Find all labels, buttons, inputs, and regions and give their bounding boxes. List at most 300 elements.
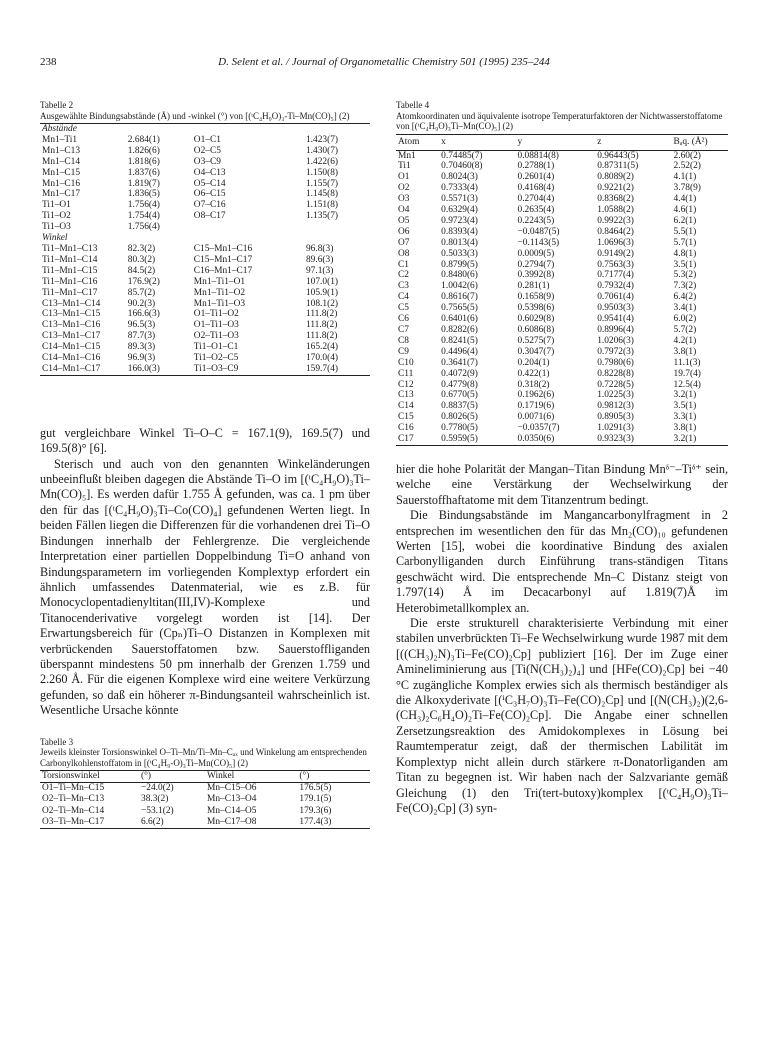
- table2-section-distances: [40, 124, 370, 135]
- table-row: [396, 183, 728, 194]
- table-cell: 0.74485(7): [441, 150, 483, 161]
- table-cell: 0.7333(4): [441, 183, 478, 194]
- table-row: [40, 288, 370, 299]
- table-cell: O7–C16: [193, 200, 226, 211]
- table-cell: 0.8996(4): [597, 325, 634, 335]
- table-cell: 6.2(1): [673, 215, 697, 226]
- table-cell: 0.9812(3): [597, 401, 634, 412]
- table-row: [396, 303, 728, 314]
- column-header: (°): [141, 771, 151, 782]
- table-cell: 0.9221(2): [597, 183, 634, 194]
- column-header: y: [517, 137, 523, 147]
- column-header: Atom: [398, 137, 420, 147]
- table-cell: Mn–C15–O6: [207, 783, 257, 794]
- running-title: D. Selent et al. / Journal of Organometallic Chemistry 501 (1995) 235–244: [218, 56, 550, 68]
- table-row: [40, 146, 370, 157]
- column-header: Torsionswinkel: [42, 771, 100, 782]
- table-cell: C15: [398, 412, 414, 423]
- table-row: [40, 299, 370, 310]
- table2-label: Tabelle 2: [40, 100, 74, 110]
- column-header: z: [597, 137, 602, 147]
- table2-section-angles: [40, 233, 370, 244]
- right-paragraph-2: Die Bindungsabstände im Mangancarbonylfragment in 2 entsprechen im wesentlichen den für das Mn₂(CO)₁₀ gefundenen Werten [15], wobei die koordinative Bindung des axialen Carbonylliganden durch Einführung trans-ständigen Titans geschwächt wird. Die entsprechende Mn–C Distanz steigt von 1.797(14) Å im Decacarbonyl auf 1.819(7)Å im Heterobimetallkomplex an.: [396, 508, 728, 615]
- table-cell: 0.8837(5): [441, 401, 478, 412]
- table-row: [40, 364, 370, 375]
- table-cell: −0.1143(5): [517, 237, 560, 248]
- table-row: [396, 281, 728, 292]
- table-cell: 0.0009(5): [517, 248, 555, 259]
- table-cell: 96.9(3): [127, 353, 156, 364]
- table-cell: 176.5(5): [299, 783, 332, 794]
- table-cell: Mn–C17–O8: [207, 816, 257, 827]
- table-row: [396, 390, 728, 401]
- table-cell: 0.9503(3): [597, 303, 634, 314]
- table-row: [40, 342, 370, 353]
- table-cell: Mn1–C13: [42, 145, 81, 156]
- table-cell: 85.7(2): [127, 287, 156, 298]
- table-cell: C14–Mn1–C15: [42, 342, 101, 353]
- table-cell: −0.0487(5): [517, 226, 560, 237]
- table-cell: C3: [398, 281, 409, 292]
- table-cell: 82.3(2): [127, 243, 156, 254]
- table-cell: 4.4(1): [673, 194, 697, 205]
- table-cell: C15–Mn1–C16: [193, 243, 253, 254]
- table-cell: 0.7563(3): [597, 259, 634, 270]
- table-cell: O6: [398, 226, 410, 237]
- page-number: 238: [40, 56, 57, 68]
- table-row: [40, 783, 370, 795]
- table-cell: 179.3(6): [299, 805, 332, 816]
- left-column: [40, 100, 370, 829]
- table-cell: −53.1(2): [141, 805, 174, 816]
- table-cell: C7: [398, 325, 409, 335]
- table-cell: 7.3(2): [673, 281, 697, 292]
- table-cell: 0.7780(5): [441, 423, 478, 434]
- table-cell: 0.8905(3): [597, 412, 634, 423]
- table-cell: C17: [398, 434, 414, 445]
- table-cell: 0.5959(5): [441, 434, 478, 445]
- table-cell: O2–Ti–Mn–C14: [42, 805, 105, 816]
- table-cell: 38.3(2): [141, 794, 169, 805]
- table-row: [396, 412, 728, 423]
- table-cell: 0.3641(7): [441, 357, 478, 368]
- table-cell: 0.9149(2): [597, 248, 634, 259]
- table-cell: 0.7932(4): [597, 281, 634, 292]
- table-cell: 0.8089(2): [597, 172, 634, 183]
- table-cell: 89.6(3): [305, 254, 334, 265]
- table-cell: 3.2(1): [673, 390, 697, 401]
- table-cell: O7: [398, 237, 410, 248]
- table-cell: 5.7(1): [673, 237, 697, 248]
- left-paragraph-2: Sterisch und auch von den genannten Winkeländerungen unbeeinflußt bleiben dagegen die Abstände Ti–O im [(ᵗC₄H₉O)₃Ti–Mn(CO)₅]. Es werden dafür 1.755 Å gefunden, was ca. 1 pm über den für das [(ᵗC₄H₉O)₃Ti–Co(CO)₄] gefundenen Werten liegt. In beiden Fällen liegen die Differenzen für die vorhandenen drei Ti–O Bindungen innerhalb der Fehlergrenze. Die vergleichende Interpretation einer partiellen Doppelbindung Ti=O anhand von Bindungsparametern im vorliegenden Komplextyp erfordert ein ähnlich umfassendes Datenmaterial, wie es z.B. für Monocyclopentadienyltitan(III,IV)-Komplexe und Titanocenderivative vorgelegt worden ist [14]. Der Erwartungsbereich für (Cpₙ)Ti–O Distanzen in Komplexen mit verbrückenden Sauerstoffatomen bzw. Sauerstoffliganden überspannt mindestens 50 pm innerhalb der Grenzen 1.759 und 2.260 Å. Für die eigenen Komplexe wird eine weitere Verkürzung gefunden, so daß ein höherer π-Bindungsanteil wahrscheinlich ist. Wesentliche Ursache könnte: [40, 456, 370, 718]
- column-header: Winkel: [207, 771, 235, 782]
- table-cell: 0.3047(7): [517, 346, 555, 357]
- table2-caption-text: Ausgewählte Bindungsabstände (Å) und -winkel (°) von [(ᵗC₄H₉O)₃-Ti–Mn(CO)₅] (2): [40, 110, 350, 121]
- table-row: [40, 353, 370, 364]
- table-cell: 97.1(3): [305, 265, 334, 276]
- right-column: [396, 100, 728, 816]
- table-cell: 96.8(3): [305, 243, 334, 254]
- table-cell: 1.422(6): [305, 156, 339, 167]
- table-cell: O1–Ti1–O2: [193, 309, 239, 320]
- table4-caption-text: Atomkoordinaten und äquivalente isotrope Temperaturfaktoren der Nichtwasserstoffatome von [(ᵗC₄H₉O)₃Ti–Mn(CO)₅] (2): [396, 110, 723, 131]
- table-cell: 179.1(5): [299, 794, 332, 805]
- table-cell: C11: [398, 368, 414, 379]
- table-cell: 107.0(1): [305, 276, 339, 287]
- table4: [396, 134, 728, 446]
- table-cell: O5: [398, 215, 410, 226]
- table-cell: 90.2(3): [127, 298, 156, 309]
- table-row: [40, 331, 370, 342]
- right-paragraph-1: hier die hohe Polarität der Mangan–Titan Bindung Mnᵟ⁻–Tiᵟ⁺ sein, welche eine Verstärkung der Wechselwirkung der Sauerstoffhaftatome mit dem Titanzentrum bedingt.: [396, 461, 728, 507]
- table-cell: 0.2704(4): [517, 194, 555, 205]
- table-cell: 19.7(4): [673, 368, 701, 379]
- table-cell: 0.2794(7): [517, 259, 555, 270]
- table-cell: 0.8464(2): [597, 226, 634, 237]
- table-cell: 80.3(2): [127, 254, 156, 265]
- table-cell: 0.8393(4): [441, 226, 478, 237]
- table-cell: 0.7565(5): [441, 303, 478, 314]
- table-row: [396, 292, 728, 303]
- table-cell: 0.2635(4): [517, 205, 555, 216]
- table-cell: 4.6(1): [673, 205, 697, 216]
- table-row: [40, 179, 370, 190]
- table-cell: Mn1: [398, 150, 416, 161]
- table-cell: 0.96443(5): [597, 150, 639, 161]
- table-cell: 0.318(2): [517, 379, 550, 390]
- right-body-text: [396, 462, 728, 816]
- table-cell: Ti1–Mn1–C13: [42, 243, 98, 254]
- table-cell: 6.6(2): [141, 816, 164, 827]
- table-row: [396, 150, 728, 161]
- table-cell: 2.60(2): [673, 150, 701, 161]
- table-cell: 0.87311(5): [597, 161, 639, 172]
- table-cell: 0.4168(4): [517, 183, 555, 194]
- table-cell: 0.8024(3): [441, 172, 478, 183]
- table-row: [396, 380, 728, 391]
- table-cell: 176.9(2): [127, 276, 160, 287]
- table-cell: 0.4779(8): [441, 379, 478, 390]
- table-cell: 3.2(1): [673, 434, 697, 445]
- table-cell: 1.150(8): [305, 167, 339, 178]
- table-row: [396, 401, 728, 412]
- table-cell: Mn–C13–O4: [207, 794, 257, 805]
- table-cell: 0.8616(7): [441, 292, 478, 303]
- table-cell: O2: [398, 183, 410, 194]
- table-cell: 5.5(1): [673, 226, 697, 237]
- table-cell: 0.2601(4): [517, 172, 555, 183]
- left-paragraph-1: gut vergleichbare Winkel Ti–O–C = 167.1(9), 169.5(7) und 169.5(8)° [6].: [40, 425, 370, 456]
- table-row: [396, 227, 728, 238]
- table-cell: 3.8(1): [673, 346, 697, 357]
- table-cell: Ti1: [398, 161, 411, 172]
- table-row: [40, 157, 370, 168]
- table-cell: O1–Ti–Mn–C15: [42, 783, 105, 794]
- table-cell: Ti1–O3: [42, 222, 71, 233]
- table-cell: 0.8799(5): [441, 259, 478, 270]
- table-cell: 0.8013(4): [441, 237, 478, 248]
- table-cell: C10: [398, 357, 414, 368]
- table-cell: Mn–C14–O5: [207, 805, 257, 816]
- table-cell: C13–Mn1–C17: [42, 331, 101, 342]
- table-row: [396, 270, 728, 281]
- table-cell: 0.4072(9): [441, 368, 478, 379]
- table-row: [40, 168, 370, 179]
- table-cell: O1–Ti1–O3: [193, 320, 239, 331]
- table-cell: O6–C15: [193, 189, 226, 200]
- table-cell: 3.5(1): [673, 259, 697, 270]
- table-cell: 0.7177(4): [597, 270, 634, 281]
- table-cell: 0.8228(8): [597, 368, 634, 379]
- table-cell: 1.818(6): [127, 156, 160, 167]
- table-row: [396, 434, 728, 445]
- table-cell: Ti1–O3–C9: [193, 363, 239, 374]
- table-cell: 1.754(4): [127, 211, 160, 222]
- table-cell: 170.0(4): [305, 353, 339, 364]
- table-cell: 0.9323(3): [597, 434, 634, 445]
- table-cell: 159.7(4): [305, 363, 339, 374]
- table-cell: 1.430(7): [305, 145, 339, 156]
- table-cell: Ti1–O2–C5: [193, 353, 239, 364]
- table-cell: 0.2243(5): [517, 215, 555, 226]
- table-cell: 0.7228(5): [597, 379, 634, 390]
- table-cell: 0.0071(6): [517, 412, 555, 423]
- table-cell: O2–C5: [193, 145, 221, 156]
- table-cell: [304, 222, 370, 233]
- table-cell: 0.6770(5): [441, 390, 478, 401]
- table-cell: 6.0(2): [673, 314, 697, 325]
- table-cell: C9: [398, 346, 409, 357]
- table-cell: 1.837(6): [127, 167, 160, 178]
- table-cell: 0.70460(8): [441, 161, 483, 172]
- table-cell: O1: [398, 172, 410, 183]
- table-cell: 165.2(4): [305, 342, 339, 353]
- table-cell: C14: [398, 401, 414, 412]
- table-row: [396, 194, 728, 205]
- table-cell: 111.8(2): [305, 331, 338, 342]
- table-cell: Ti1–Mn1–C15: [42, 265, 98, 276]
- table-row: [40, 135, 370, 146]
- table-cell: 3.78(9): [673, 183, 701, 194]
- table-cell: 1.151(8): [305, 200, 339, 211]
- table-row: [396, 205, 728, 216]
- table-cell: O1–C1: [193, 134, 221, 145]
- table-cell: C13: [398, 390, 414, 401]
- table-cell: O5–C14: [193, 178, 226, 189]
- table-row: [40, 794, 370, 805]
- column-header: x: [441, 137, 446, 147]
- table-cell: 177.4(3): [299, 816, 332, 827]
- table-row: [40, 244, 370, 255]
- table3-caption: [40, 737, 370, 769]
- table-row: [40, 255, 370, 266]
- table-cell: 1.155(7): [305, 178, 339, 189]
- table-cell: 0.7980(6): [597, 357, 634, 368]
- table-cell: 0.0350(6): [517, 434, 555, 445]
- left-body-text: [40, 426, 370, 719]
- table-cell: 1.0206(3): [597, 335, 634, 346]
- table-cell: O4–C13: [193, 167, 226, 178]
- table-cell: 0.8480(6): [441, 270, 478, 281]
- table-cell: 0.08814(8): [517, 150, 559, 161]
- table-cell: 2.52(2): [673, 161, 701, 172]
- table-cell: O8: [398, 248, 410, 259]
- table-cell: C13–Mn1–C16: [42, 320, 101, 331]
- table-cell: 0.6329(4): [441, 205, 478, 216]
- table3-label: Tabelle 3: [40, 736, 74, 747]
- running-header: [40, 56, 728, 72]
- column-header: (°): [299, 771, 310, 782]
- table-cell: 2.684(1): [127, 134, 160, 145]
- table-cell: 0.2788(1): [517, 161, 555, 172]
- table-cell: 166.6(3): [127, 309, 160, 320]
- table-cell: 11.1(3): [673, 357, 701, 368]
- table-cell: 0.1658(9): [517, 292, 555, 303]
- table2-caption: [40, 100, 370, 121]
- table-cell: C4: [398, 292, 409, 303]
- table-row: [396, 347, 728, 358]
- table-cell: C5: [398, 303, 409, 314]
- table-cell: 0.422(1): [517, 368, 550, 379]
- table-cell: Mn1–Ti1–O3: [193, 298, 246, 309]
- table-cell: 105.9(1): [305, 287, 339, 298]
- table-cell: 3.4(1): [673, 303, 697, 314]
- table-row: [396, 172, 728, 183]
- table2: [40, 123, 370, 376]
- table-cell: Ti1–Mn1–C17: [42, 287, 98, 298]
- table-cell: O2–Ti–Mn–C13: [42, 794, 105, 805]
- table-row: [396, 369, 728, 380]
- table-cell: −24.0(2): [141, 783, 174, 794]
- table-cell: Ti1–O1–C1: [193, 342, 239, 353]
- table-cell: 0.4496(4): [441, 346, 478, 357]
- table-row: [40, 806, 370, 817]
- table-row: [40, 211, 370, 222]
- table-cell: 6.4(2): [673, 292, 697, 303]
- table-cell: 0.1719(6): [517, 401, 555, 412]
- table-row: [396, 260, 728, 271]
- table-cell: 1.135(7): [305, 211, 339, 222]
- table-cell: 1.819(7): [127, 178, 160, 189]
- table-cell: 0.9922(3): [597, 215, 634, 226]
- table-cell: 0.7972(3): [597, 346, 634, 357]
- table-cell: 1.826(6): [127, 145, 160, 156]
- table-cell: C14–Mn1–C17: [42, 363, 101, 374]
- table-row: [396, 325, 728, 336]
- table-cell: 1.0696(3): [597, 237, 634, 248]
- table-row: [396, 249, 728, 260]
- table3: [40, 770, 370, 829]
- table-cell: 0.5033(3): [441, 248, 478, 259]
- table-cell: 96.5(3): [127, 320, 156, 331]
- table-row: [40, 320, 370, 331]
- table-cell: 1.0042(6): [441, 281, 478, 292]
- table-cell: 0.281(1): [517, 281, 550, 292]
- table-cell: C13–Mn1–C15: [42, 309, 101, 320]
- column-header: Bₐq. (Å²): [673, 137, 708, 147]
- table4-header-row: [396, 134, 728, 150]
- table-cell: 12.5(4): [673, 379, 701, 390]
- table-row: [40, 266, 370, 277]
- table-cell: 0.5571(3): [441, 194, 478, 205]
- table-row: [396, 358, 728, 369]
- table-cell: 1.756(4): [127, 222, 160, 233]
- table-cell: Mn1–Ti1–O2: [193, 287, 246, 298]
- table-cell: 1.756(4): [127, 200, 160, 211]
- table-cell: C6: [398, 314, 409, 325]
- table3-header-row: [40, 771, 370, 783]
- table-cell: Ti1–Mn1–C14: [42, 254, 98, 265]
- table4-label: Tabelle 4: [396, 100, 430, 110]
- table-cell: 4.1(1): [673, 172, 697, 183]
- table-cell: 166.0(3): [127, 363, 160, 374]
- table-cell: 0.9723(4): [441, 215, 478, 226]
- table-cell: C16–Mn1–C17: [193, 265, 253, 276]
- table-row: [396, 314, 728, 325]
- table-cell: 0.3992(8): [517, 270, 555, 281]
- table-cell: 3.5(1): [673, 401, 697, 412]
- table-cell: 0.6401(6): [441, 314, 478, 325]
- table-cell: 0.8026(5): [441, 412, 478, 423]
- table4-caption: [396, 100, 728, 132]
- table-cell: O3: [398, 194, 410, 205]
- table-cell: 4.2(1): [673, 335, 697, 346]
- table-row: [396, 238, 728, 249]
- table-cell: C12: [398, 379, 414, 390]
- table-cell: 89.3(3): [127, 342, 156, 353]
- table-cell: 0.6029(8): [517, 314, 555, 325]
- table-row: [40, 277, 370, 288]
- table-cell: 3.8(1): [673, 423, 697, 434]
- table-cell: C16: [398, 423, 414, 434]
- table-cell: C15–Mn1–C17: [193, 254, 253, 265]
- right-paragraph-3: Die erste strukturell charakterisierte Verbindung mit einer stabilen unverbrückten Ti–Fe Wechselwirkung wurde 1987 mit dem [((CH₃)₂N)₃Ti–Fe(CO)₂Cp] publiziert [16]. Der im Zuge einer Amineliminierung aus [Ti(N(CH₃)₂)₄] und [HFe(CO)₂Cp] bei −40 °C zugängliche Komplex erwies sich als thermisch beständiger als die Alkoxyderivate [(ⁱC₃H₇O)₃Ti–Fe(CO)₂Cp] und [(N(CH₃)₂)(2,6-(CH₃)₂C₆H₄O)₂Ti–Fe(CO)₂Cp]. Die Angabe einer schnellen Zersetzungsreaktion des Amidokomplexes in Lösung bei Raumtemperatur zeigt, daß der thermischen Labilität im Komplextyp nicht allein durch stärkere π-Donatorliganden am Titan zu begegnen ist. Wir haben nach der Salzvariante gemäß Gleichung (1) den Tri(tert-butoxy)komplex [(ᵗC₄H₉O)₃Ti–Fe(CO)₂Cp] (3) syn-: [396, 616, 728, 815]
- table-row: [40, 189, 370, 200]
- table-cell: 111.8(2): [305, 320, 338, 331]
- table-cell: 87.7(3): [127, 331, 156, 342]
- table2-section-label: Winkel: [42, 233, 68, 244]
- table-cell: C14–Mn1–C16: [42, 353, 101, 364]
- table-cell: 0.8368(2): [597, 194, 634, 205]
- table-row: [396, 161, 728, 172]
- table-cell: 108.1(2): [305, 298, 339, 309]
- table-cell: 1.423(7): [305, 134, 339, 145]
- table-cell: 4.8(1): [673, 248, 697, 259]
- table-row: [40, 222, 370, 233]
- table-cell: 1.145(8): [305, 189, 339, 200]
- table-cell: 0.1962(6): [517, 390, 555, 401]
- table-cell: 0.5398(6): [517, 303, 555, 314]
- table-cell: O8–C17: [193, 211, 226, 222]
- table-cell: Mn1–C14: [42, 156, 81, 167]
- table-cell: Mn1–C17: [42, 189, 81, 200]
- table-cell: 0.7061(4): [597, 292, 634, 303]
- table-cell: 1.0588(2): [597, 205, 634, 216]
- table-cell: C1: [398, 259, 409, 270]
- table-row: [396, 423, 728, 434]
- table-cell: C8: [398, 335, 409, 346]
- table-row: [396, 336, 728, 347]
- table-cell: Ti1–Mn1–C16: [42, 276, 98, 287]
- table-cell: C2: [398, 270, 409, 281]
- table-cell: 0.9541(4): [597, 314, 634, 325]
- table3-caption-text: Jeweils kleinster Torsionswinkel O–Ti–Mn/Ti–Mn–Cₐₓ und Winkelung am entsprechenden Carbonylkohlenstoffatom in [(ᵗC₄H₉-O)₃Ti–Mn(CO)₅] (2): [40, 747, 367, 768]
- table-row: [40, 817, 370, 829]
- table-cell: 0.8241(5): [441, 335, 478, 346]
- table-cell: 84.5(2): [127, 265, 156, 276]
- table-cell: Mn1–C16: [42, 178, 81, 189]
- table-cell: 0.6086(8): [517, 325, 555, 335]
